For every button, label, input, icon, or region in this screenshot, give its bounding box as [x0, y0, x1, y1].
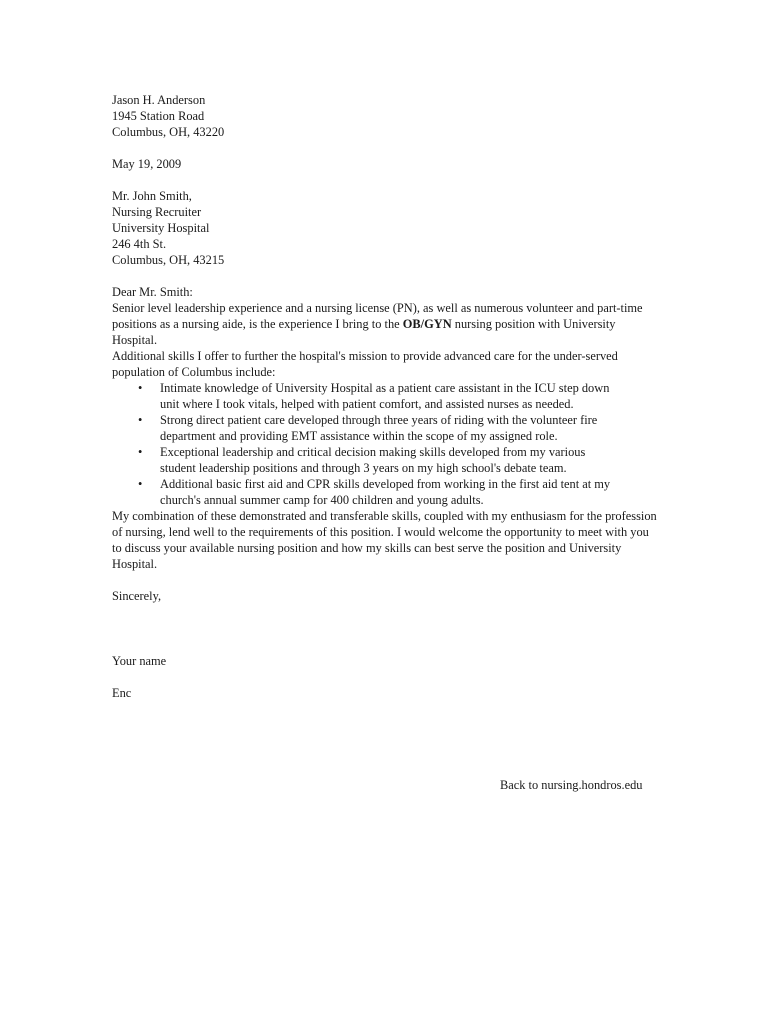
- recipient-street: 246 4th St.: [112, 237, 167, 251]
- recipient-city: Columbus, OH, 43215: [112, 253, 225, 267]
- bullet-icon: •: [138, 381, 143, 395]
- skills-intro-paragraph: Additional skills I offer to further the hospital's mission to provide advanced care for the under-served population of Columbus include:: [112, 349, 618, 379]
- letter-date-block: [112, 156, 660, 172]
- sender-street: 1945 Station Road: [112, 109, 205, 123]
- position-highlight: OB/GYN: [402, 317, 452, 331]
- skills-list: [112, 380, 660, 508]
- intro-paragraph: [112, 300, 660, 348]
- sign-off: Sincerely,: [112, 589, 162, 603]
- skill-text-line: Strong direct patient care developed through three years of riding with the volunteer fire: [160, 413, 598, 427]
- intro-text-start: Senior level leadership experience and a nursing license (PN), as well as numerous volunteer and part-time positions as a nursing aide, is the experience I bring to the: [112, 301, 643, 331]
- bullet-icon: •: [138, 445, 143, 459]
- skill-text-line: Exceptional leadership and critical decision making skills developed from my various: [160, 445, 586, 459]
- recipient-organization: University Hospital: [112, 221, 210, 235]
- letter-date: May 19, 2009: [112, 157, 182, 171]
- skill-text-line: student leadership positions and through 3 years on my high school's debate team.: [160, 461, 567, 475]
- closing-paragraph: My combination of these demonstrated and transferable skills, coupled with my enthusiasm for the profession of nursing, lend well to the requirements of this position. I would welcome the opportunity to meet with you to discuss your available nursing position and how my skills can best serve the position and University Hospital.: [112, 509, 657, 571]
- bullet-icon: •: [138, 477, 143, 491]
- skill-text-line: church's annual summer camp for 400 children and young adults.: [160, 493, 484, 507]
- skill-text-line: Additional basic first aid and CPR skills developed from working in the first aid tent at my: [160, 477, 611, 491]
- salutation: Dear Mr. Smith:: [112, 285, 193, 299]
- skill-item: [138, 444, 660, 476]
- skill-text-line: unit where I took vitals, helped with patient comfort, and assisted nurses as needed.: [160, 397, 574, 411]
- enclosure-note: Enc: [112, 686, 132, 700]
- sender-address: [112, 92, 660, 140]
- recipient-title: Nursing Recruiter: [112, 205, 202, 219]
- skill-item: [138, 412, 660, 444]
- recipient-address: [112, 188, 660, 268]
- skill-text-line: Intimate knowledge of University Hospital as a patient care assistant in the ICU step down: [160, 381, 610, 395]
- back-to-site-link[interactable]: Back to nursing.hondros.edu: [500, 778, 643, 792]
- recipient-name: Mr. John Smith,: [112, 189, 192, 203]
- sender-name: Jason H. Anderson: [112, 93, 206, 107]
- salutation-block: [112, 284, 660, 300]
- sign-off-block: [112, 588, 660, 604]
- letter-body: [112, 92, 660, 701]
- intro-text-end: nursing position with University Hospital.: [112, 317, 616, 347]
- skill-item: [138, 476, 660, 508]
- enclosure-block: [112, 685, 660, 701]
- skill-text-line: department and providing EMT assistance within the scope of my assigned role.: [160, 429, 558, 443]
- sender-city: Columbus, OH, 43220: [112, 125, 225, 139]
- signature-block: [112, 653, 660, 669]
- bullet-icon: •: [138, 413, 143, 427]
- skill-item: [138, 380, 660, 412]
- signature-name: Your name: [112, 654, 167, 668]
